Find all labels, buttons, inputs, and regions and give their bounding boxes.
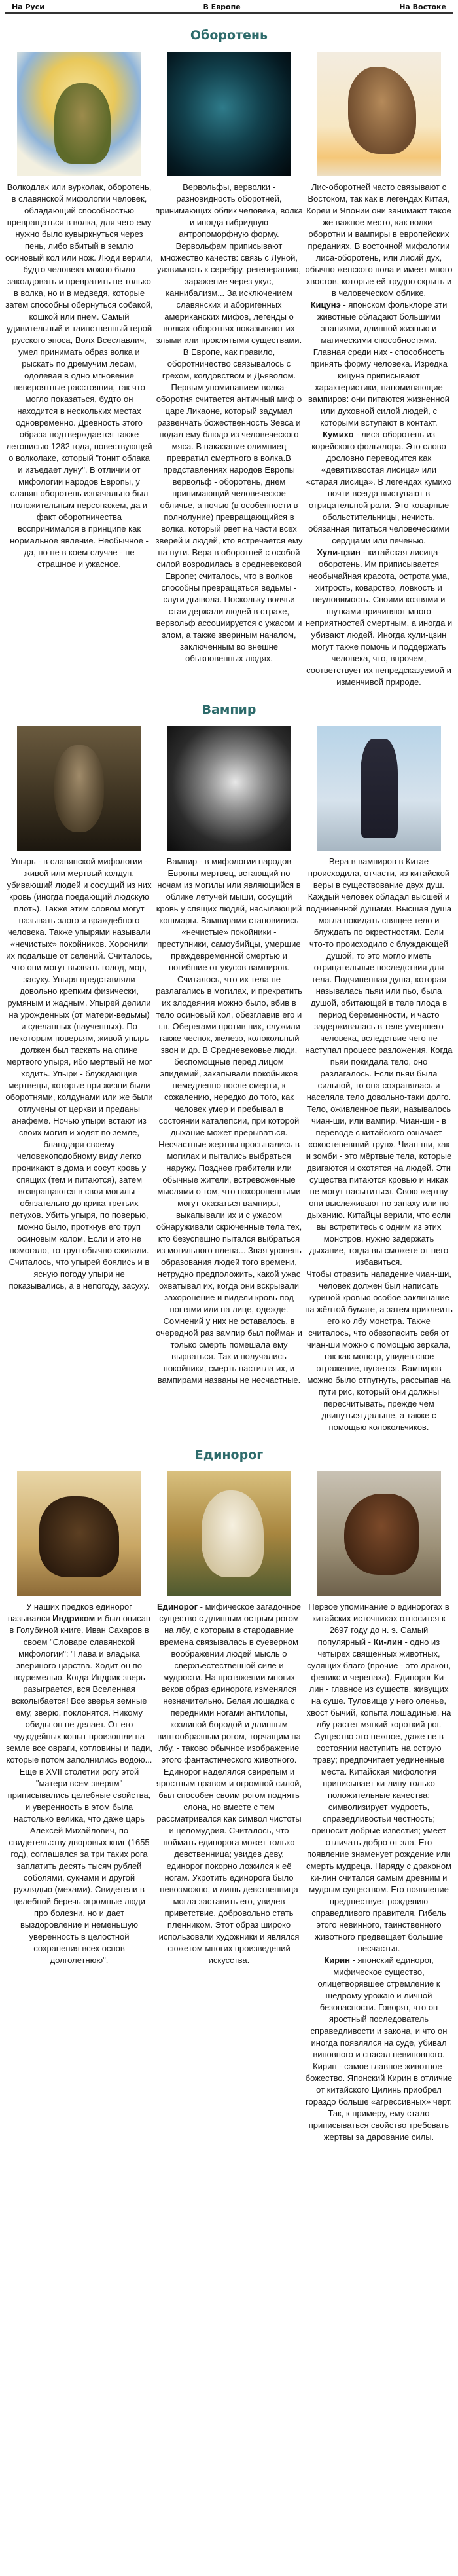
paragraph: Хули-цзин - китайская лисица-оборотень. Им приписывается необычайная красота, острота ума, хитрость, коварство, ловкость и неуловимость. Своими кознями и шутками причиняют много неприятностей смертным, а иногда и убивают людей. Иногда хули-цзин могут также помочь и поддержать человека, что, впрочем, соответствует их непредсказуемой и изменчивой природе. xyxy=(305,547,453,687)
column-text xyxy=(305,856,453,1433)
column-text xyxy=(5,181,153,570)
columns xyxy=(5,1471,453,2143)
column-text xyxy=(155,856,303,1386)
vampire-european-image xyxy=(167,726,291,851)
section-unicorn xyxy=(0,1448,458,2143)
werewolf-slavic-image xyxy=(17,52,141,176)
paragraph: Кицунэ - японском фольклоре эти животные обладают большими знаниями, длинной жизнью и магическими способностями. Главная среди них - способность принять форму человека. Изредка кицунэ приписывают характеристики, напоминающие вампиров: они питаются жизненной или духовной силой людей, с которыми вступают в контакт. xyxy=(308,300,450,428)
column-east xyxy=(305,52,453,688)
fox-spirit-image xyxy=(317,52,441,176)
column-rus xyxy=(5,1471,153,2143)
unicorn-european-image xyxy=(167,1471,291,1596)
columns xyxy=(5,52,453,688)
paragraph: Вера в вампиров в Китае происходила, отчасти, из китайской веры в существование двух душ. Каждый человек обладал высшей и подчиненной душами. Высшая душа могла покидать спящее тело и блуждать по окрестностям. Если что-то происходило с блуждающей душой, то это могло иметь отрицательные последствия для тела. Подчиненная душа, которая называлась пьяи или пьо, была душой, обитающей в теле плода в период беременности, и часто задерживалась в теле умершего человека, вследствие чего не наступал процесс разложения. Когда пьяи покидала тело, оно разлагалось. Если пьяи была сильной, то она сохранялась и населяла тело довольно-таки долго. Тело, оживленное пьяи, называлось чиан-ши, или вампир. Чиан-ши - в переводе с китайского означает «окостеневший труп». Чиан-ши, как и зомби - это мёртвые тела, которые двигаются и охотятся на людей. Эти существа питаются кровью и никак не могут насытиться. Свою жертву они выслеживают по запаху или по дыханию. Китайцы верили, что если вы встретитесь с одним из этих монстров, нужно задержать дыхание, тогда вы сможете от него избавиться. xyxy=(305,856,453,1267)
nav-link-rus[interactable]: На Руси xyxy=(12,3,44,11)
paragraph: Первое упоминание о единорогах в китайских источниках относится к 2697 году до н. э. Самый популярный - Ки-лин - одно из четырех священных животных, сулящих благо (прочие - это дракон, феникс и черепаха). Единорог Ки-лин - главное из существ, живущих на суше. Туловище у него оленье, хвост бычий, копыта лошадиные, на лбу растет мягкий короткий рог. Существо это нежное, даже не в состоянии наступить на острую траву; предпочитает уединенные места. Китайская мифология приписывает ки-лину только положительные качества: символизирует мудрость, справедливостьи честность; приносит добрые известия; умеет отличать добро от зла. Его появление знаменует рождение или смерть мудреца. Наряду с драконом ки-лин считался самым древним и мудрым существом. Его появление предшествует рождению справедливого правителя. Гибель этого невинного, таинственного животного предвещает большие несчастья. xyxy=(306,1602,452,1953)
column-text xyxy=(155,181,303,665)
term-highlight: Единорог xyxy=(157,1602,198,1611)
column-europe xyxy=(155,1471,303,2143)
chinese-vampire-image xyxy=(317,726,441,851)
column-europe xyxy=(155,726,303,1433)
paragraph: Кирин - японский единорог, мифическое существо, олицетворявшее стремление к щедрому урожаю и личной безопасности. Говорят, что он яростный последователь справедливости и закона, и что он иногда появлялся на суде, убивал виновного и спасал невиновного. Кирин - самое главное животное-божество. Японский Кирин в отличие от китайского Цилинь приобрел гораздо больше «агрессивных» черт. Так, к примеру, ему стало приписываться свойство требовать жертвы за дарование силы. xyxy=(305,1955,453,2142)
paragraph: Чтобы отразить нападение чиан-ши, человек должен был написать куриной кровью особое заклинание на жёлтой бумаге, а затем приклеить его ко лбу монстра. Также считалось, что обезопасить себя от чиан-ши можно с помощью зеркала, так как монстр, увидев свое отражение, пугается. Вампиров можно было отпугнуть, рассыпав на пути рис, который они должны пересчитывать, прежде чем двинуться дальше, а также с помощью колокольчиков. xyxy=(305,1269,453,1432)
paragraph: У наших предков единорог назывался Индриком и был описан в Голубиной книге. Иван Сахаров в своем "Словаре славянской мифологии": "Глава и владыка звериного царства. Ходит он по подземелью. Когда Индрик-зверь разыграется, вся Вселенная всколыбается! Все зверья земные ему, зверю, поклонятся. Никому обиды он не делает. От его чудодейных копыт произошли на земле все овраги, котловины и пади, которые потом заполнились водою... Еще в XVII столетии рогу этой "матери всем зверям" приписывались целебные свойства, и уверенность в этом была настолько велика, что даже царь Алексей Михайлович, по свидетельству дворовых книг (1655 год), соглашался за три таких рога заплатить десять тысяч рублей соболями, сукнами и другой рухлядью (мехами). Свидетели в целебной беречь огромные люди про болезни, но и дает выздоровление и неменьшую уверенность в целостной сохранения всех основ долголетнюю". xyxy=(6,1602,152,1965)
nav-link-east[interactable]: На Востоке xyxy=(399,3,446,11)
paragraph: Единорог - мифическое загадочное существо с длинным острым рогом на лбу, с которым в стародавние времена связывалась в суеверном воображении людей мысль о сверхъестественной силе и мудрости. На протяжении многих веков образ единорога изменялся незначительно. Белая лошадка с передними ногами антилопы, козлиной бородой и длинным винтообразным рогом, торчащим на лбу, - таково обычное изображение этого фантастического животного. Единорог наделялся свирепым и яростным нравом и огромной силой, был способен своим рогом поднять слона, но вместе с тем рассматривался как символ чистоты и целомудрия. Считалось, что поймать единорога может только девственница; увидев деву, единорог покорно ложился к её ногам. Укротить единорога было невозможно, и лишь девственница могла заставить его, увидев приветствие, добровольно стать пленником. Этот образ широко использовали художники и являлся сюжетом многих произведений искусства. xyxy=(156,1602,302,1965)
section-vampire xyxy=(0,703,458,1433)
column-europe xyxy=(155,52,303,688)
column-text xyxy=(155,1601,303,1966)
paragraph: Вервольфы, верволки - разновидность оборотней, принимающих облик человека, волка и иногда гибридную антропоморфную форму. Вервольфам приписывают множество качеств: связь с Луной, уязвимость к серебру, регенерацию, заражение через укус, каннибализм... За исключением славянских и аборигенных американских мифов, легенды о волках-оборотнях показывают их злыми или проклятыми существами. В Европе, как правило, оборотничество связывалось с грехом, колдовством и Дьяволом. Первым упоминанием волка-оборотня считается античный миф о царе Ликаоне, который задумал развенчать божественность Зевса и подал ему блюдо из человеческого мяса. В наказание олимпиец превратил смертного в волка.В представлениях народов Европы вервольф - оборотень, днем принимающий человеческое обличье, а ночью (в особенности в полнолуние) превращающийся в волка, который рвет на части всех зверей и людей, кто встречается ему на пути. Вера в оборотней с особой силой возродилась в средневековой Европе; считалось, что в волков способны превращаться ведьмы - слуги дьявола. Поскольку волчьи стаи держали людей в страхе, вервольф ассоциируется с ужасом и злом, а также звериным началом, заключенным во внешне обыкновенных людях. xyxy=(155,182,303,663)
term-highlight: Индриком xyxy=(52,1613,96,1623)
term-highlight: Кицунэ xyxy=(310,300,341,310)
section-title: Вампир xyxy=(202,703,256,717)
indrik-image xyxy=(17,1471,141,1596)
column-text xyxy=(305,1601,453,2143)
paragraph: Волкодлак или вурколак, оборотень, в славянской мифологии человек, обладающий способностью превращаться в волка, для чего ему нужно было кувыркнуться через пень, либо вбитый в землю осиновый кол или нож. Люди верили, будто человека можно было заколдовать и превратить не только в волка, но и в медведя, которые затем способны обернуться собакой, кошкой или пнем. Самый удивительный и таинственный герой русского эпоса, Волх Всеславлич, умел принимать образ волка и рыскать по дремучим лесам, одолевая в одно мгновение невероятные расстояния, так что могло показаться, будто он находится в нескольких местах одновременно. Древность этого образа подтверждается также летописью 1282 года, повествующей о волколаке, который "гонит облака и изъедает луну". В отличии от мифологии народов Европы, у славян оборотень изначально был положительным персонажем, да и факт оборотничества воспринимался в принципе как нормальное явление. Необычное - да, но не в коем случае - не страшное и ужасное. xyxy=(5,182,153,569)
column-text xyxy=(5,1601,153,1966)
top-navigation xyxy=(5,0,453,14)
upyr-image xyxy=(17,726,141,851)
section-werewolf xyxy=(0,28,458,688)
column-rus xyxy=(5,726,153,1433)
werewolf-european-image xyxy=(167,52,291,176)
nav-link-europe[interactable]: В Европе xyxy=(203,3,241,11)
term-highlight: Ки-лин xyxy=(373,1637,402,1647)
paragraph: Лис-оборотней часто связывают с Востоком, так как в легендах Китая, Кореи и Японии они занимают такое же важное место, как волки-оборотни и вампиры в европейских преданиях. В восточной мифологии лиса-оборотень, или лисий дух, обычно женского пола и имеет много хвостов, которые ей трудно скрыть и в человеческом облике. xyxy=(305,182,453,298)
section-title: Оборотень xyxy=(190,28,268,43)
column-rus xyxy=(5,52,153,688)
term-highlight: Кирин xyxy=(324,1955,350,1965)
paragraph: Вампир - в мифологии народов Европы мертвец, встающий по ночам из могилы или являющийся в облике летучей мыши, сосущий кровь у спящих людей, насылающий кошмары. Вампирами становились «нечистые» покойники - преступники, самоубийцы, умершие преждевременной смертью и погибшие от укусов вампиров. Считалось, что их тела не разлагались в могилах, и прекратить их злодеяния можно было, вбив в тело осиновый кол, обезглавив его и т.п. Оберегами против них, служили также чеснок, железо, колокольный звон и др. В Средневековье люди, беспомощные перед лицом эпидемий, закапывали покойников немедленно после смерти, к сожалению, нередко до того, как человек умер и пребывал в состоянии каталепсии, при которой дыхание может прерываться. Несчастные жертвы просыпались в могилах и пытались выбраться наружу. Позднее грабители или обычные жители, встревоженные мыслями о том, что похороненными могут оказаться вампиры, выкапывали их и с ужасом обнаруживали скрюченные тела тех, кто безуспешно пытался выбраться из могильного плена... Зная уровень образования людей того времени, нетрудно предположить, какой ужас охватывал их, когда они вскрывали захоронение и видели кровь под ногтями или на лице, одежде. Сомнений у них не оставалось, в очередной раз вампир был пойман и только смерть помешала ему вырваться. Так и получались покойники, смерть настигла их, и вампирами названы не несчастные. xyxy=(156,856,302,1385)
term-highlight: Кумихо xyxy=(323,430,354,439)
column-text xyxy=(5,856,153,1292)
paragraph: Кумихо - лиса-оборотень из корейского фольклора. Это слово дословно переводится как «девятихвостая лисица» или «старая лисица». В легендах кумихо почти всегда выступают в отрицательной роли. Это коварные обольстительницы, нечисть, обязанная питаться человеческими сердцами или печенью. xyxy=(306,430,452,545)
paragraph: Упырь - в славянской мифологии - живой или мертвый колдун, убивающий людей и сосущий из них кровь (иногда поедающий людскую плоть). Также этим словом могут называть злого и враждебного человека. Также упырями называли «нечистых» покойников. Хоронили их подальше от селений. Считалось, что они могут вызвать голод, мор, засуху. Упыря представляли довольно крепким физически, румяным и жадным. Упырей делили на урожденных (от матери-ведьмы) и сделанных (наученных). По некоторым поверьям, живой упырь должен был таскать на спине мертвого упыря, ибо мертвый не мог ходить. Упыри - блуждающие мертвецы, которые при жизни были оборотнями, колдунами или же были отлучены от церкви и преданы анафеме. Ночью упыри встают из своих могил и ходят по земле, благодаря своему человекоподобному виду легко проникают в дома и сосут кровь у спящих (тем и питаются), затем возвращаются в свои могилы - обязательно до крика третьих петухов. Убить упыря, по поверью, можно было, проткнув его труп осиновым колом. Если и это не помогало, то труп обычно сжигали. Считалось, что упырей боялись и в ясную погоду упыри не показывались, а в непогоду, засуху. xyxy=(5,856,153,1291)
columns xyxy=(5,726,453,1433)
column-east xyxy=(305,1471,453,2143)
term-highlight: Хули-цзин xyxy=(317,547,361,557)
section-title: Единорог xyxy=(194,1448,264,1462)
column-east xyxy=(305,726,453,1433)
column-text xyxy=(305,181,453,688)
qilin-image xyxy=(317,1471,441,1596)
